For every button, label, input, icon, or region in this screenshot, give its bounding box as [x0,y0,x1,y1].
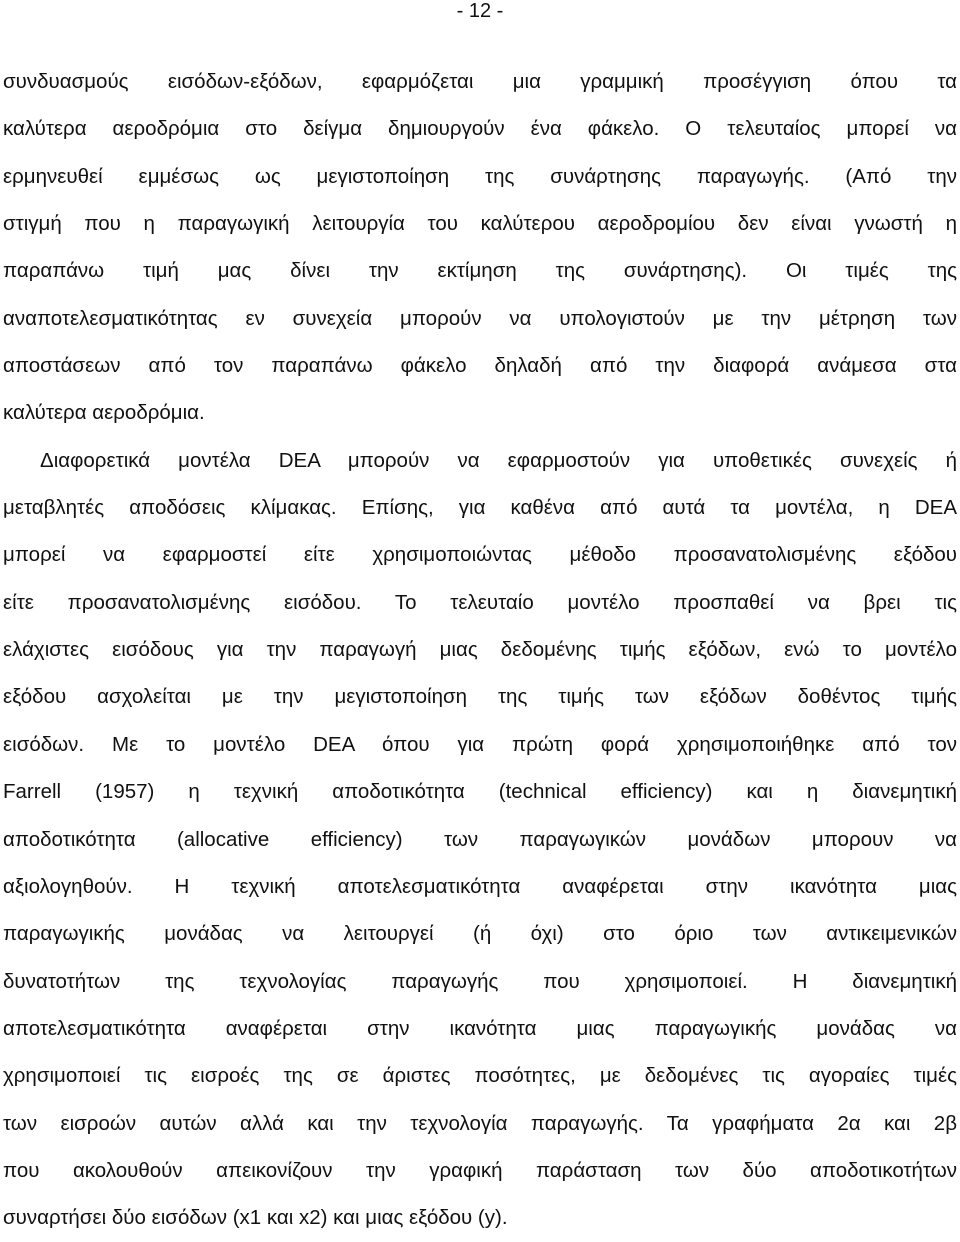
text-line: ερμηνευθεί εμμέσως ως μεγιστοποίηση της συνάρτησης παραγωγής. (Από την [3,164,957,188]
text-line: καλύτερα αεροδρόμια. [3,401,205,425]
text-line: εισόδων. Με το μοντέλο DEA όπου για πρώτη φορά χρησιμοποιήθηκε από τον [3,732,957,756]
text-line: εξόδου ασχολείται με την μεγιστοποίηση της τιμής των εξόδων δοθέντος τιμής [3,685,957,709]
text-line: συναρτήσει δύο εισόδων (x1 και x2) και μιας εξόδου (y). [3,1206,508,1230]
text-line: Διαφορετικά μοντέλα DEA μπορούν να εφαρμοστούν για υποθετικές συνεχείς ή [40,448,957,472]
text-line: συνδυασμούς εισόδων-εξόδων, εφαρμόζεται μια γραμμική προσέγγιση όπου τα [3,70,957,93]
text-line: μεταβλητές αποδόσεις κλίμακας. Επίσης, για καθένα από αυτά τα μοντέλα, η DEA [3,496,957,520]
page-number: - 12 - [456,0,504,22]
text-line: παραγωγικής μονάδας να λειτουργεί (ή όχι) στο όριο των αντικειμενικών [3,922,957,946]
text-line: καλύτερα αεροδρόμια στο δείγμα δημιουργούν ένα φάκελο. Ο τελευταίος μπορεί να [3,117,957,141]
text-line: αποτελεσματικότητα αναφέρεται στην ικανότητα μιας παραγωγικής μονάδας να [3,1016,957,1040]
text-line: αναποτελεσματικότητας εν συνεχεία μπορούν να υπολογιστούν με την μέτρηση των [3,306,957,330]
text-line: αποδοτικότητα (allocative efficiency) των παραγωγικών μονάδων μπορουν να [3,827,957,851]
text-line: μπορεί να εφαρμοστεί είτε χρησιμοποιώντας μέθοδο προσανατολισμένης εξόδου [3,543,957,567]
text-line: αξιολογηθούν. Η τεχνική αποτελεσματικότητα αναφέρεται στην ικανότητα μιας [3,874,957,898]
text-line: ελάχιστες εισόδους για την παραγωγή μιας δεδομένης τιμής εξόδων, ενώ το μοντέλο [3,638,957,662]
text-line: Farrell (1957) η τεχνική αποδοτικότητα (technical efficiency) και η διανεμητική [3,780,957,804]
document-body [3,58,957,1242]
text-line: των εισροών αυτών αλλά και την τεχνολογία παραγωγής. Τα γραφήματα 2α και 2β [3,1111,957,1135]
text-line: είτε προσανατολισμένης εισόδου. Το τελευταίο μοντέλο προσπαθεί να βρει τις [3,590,957,614]
text-line: παραπάνω τιμή μας δίνει την εκτίμηση της συνάρτησης). Οι τιμές της [3,259,957,283]
text-line: στιγμή που η παραγωγική λειτουργία του καλύτερου αεροδρομίου δεν είναι γνωστή η [3,212,957,236]
text-line: χρησιμοποιεί τις εισροές της σε άριστες ποσότητες, με δεδομένες τις αγοραίες τιμές [3,1064,957,1088]
text-line: αποστάσεων από τον παραπάνω φάκελο δηλαδή από την διαφορά ανάμεσα στα [3,354,957,378]
text-line: δυνατοτήτων της τεχνολογίας παραγωγής που χρησιμοποιεί. Η διανεμητική [3,969,957,993]
text-line: που ακολουθούν απεικονίζουν την γραφική παράσταση των δύο αποδοτικοτήτων [3,1158,957,1182]
